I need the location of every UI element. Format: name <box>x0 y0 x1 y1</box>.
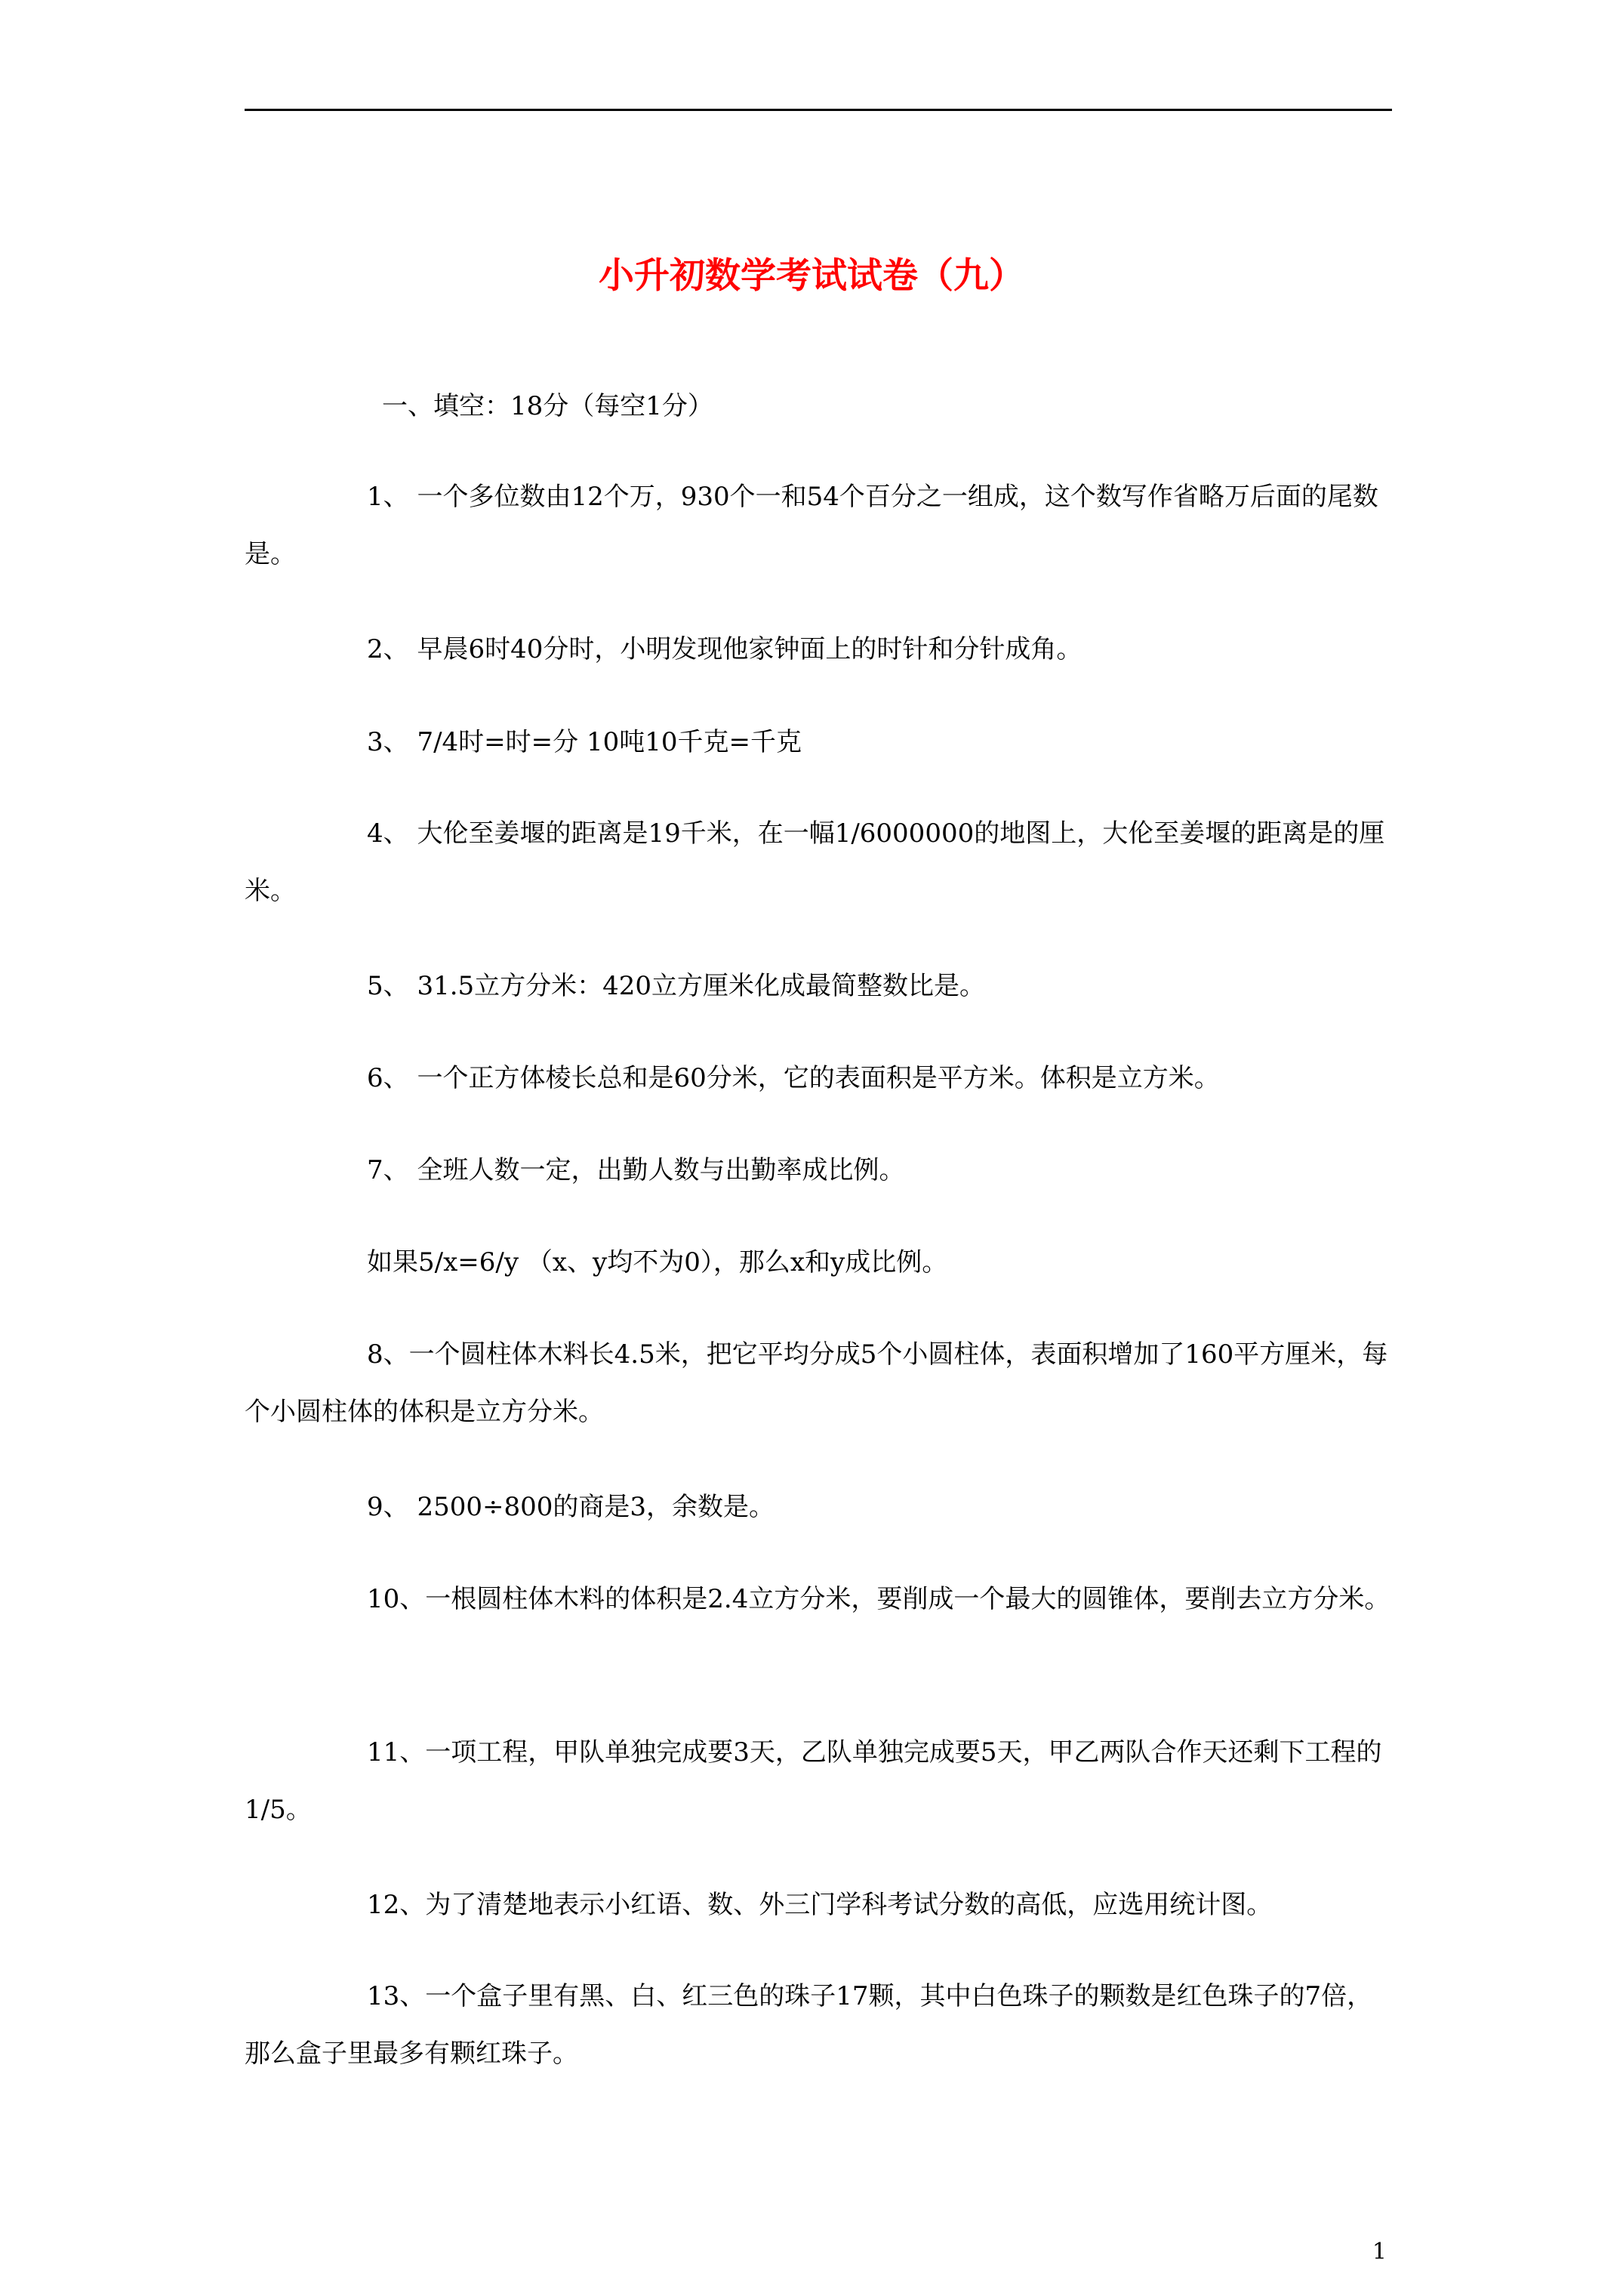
section-heading: 一、填空：18分（每空1分） <box>382 391 713 421</box>
question-9: 9、 2500÷800的商是3，余数是。 <box>367 1492 775 1522</box>
question-7: 7、 全班人数一定，出勤人数与出勤率成比例。 <box>367 1155 905 1185</box>
page-title: 小升初数学考试试卷（九） <box>599 255 1024 297</box>
question-6: 6、 一个正方体棱长总和是60分米，它的表面积是平方米。体积是立方米。 <box>367 1063 1220 1093</box>
question-12: 12、为了清楚地表示小红语、数、外三门学科考试分数的高低，应选用统计图。 <box>367 1890 1273 1920</box>
page-number: 1 <box>1372 2239 1387 2265</box>
header-rule <box>245 109 1392 111</box>
question-4: 4、 大伦至姜堰的距离是19千米，在一幅1/6000000的地图上，大伦至姜堰的距离是的厘米。 <box>245 818 1385 906</box>
question-2: 2、 早晨6时40分时，小明发现他家钟面上的时针和分针成角。 <box>367 634 1083 664</box>
question-5: 5、 31.5立方分米：420立方厘米化成最简整数比是。 <box>367 971 986 1001</box>
question-1: 1、 一个多位数由12个万，930个一和54个百分之一组成，这个数写作省略万后面的尾数是。 <box>245 482 1378 569</box>
question-8: 8、一个圆柱体木料长4.5米，把它平均分成5个小圆柱体，表面积增加了160平方厘米，每个小圆柱体的体积是立方分米。 <box>245 1339 1388 1427</box>
question-7-continued: 如果5/x=6/y （x、y均不为0），那么x和y成比例。 <box>367 1247 948 1277</box>
question-11: 11、一项工程，甲队单独完成要3天，乙队单独完成要5天，甲乙两队合作天还剩下工程的1/5。 <box>245 1737 1382 1825</box>
question-10: 10、一根圆柱体木料的体积是2.4立方分米，要削成一个最大的圆锥体，要削去立方分米。 <box>367 1584 1390 1614</box>
question-13: 13、一个盒子里有黑、白、红三色的珠子17颗，其中白色珠子的颗数是红色珠子的7倍，那么盒子里最多有颗红珠子。 <box>245 1981 1373 2069</box>
question-3: 3、 7/4时=时=分 10吨10千克=千克 <box>367 727 802 757</box>
